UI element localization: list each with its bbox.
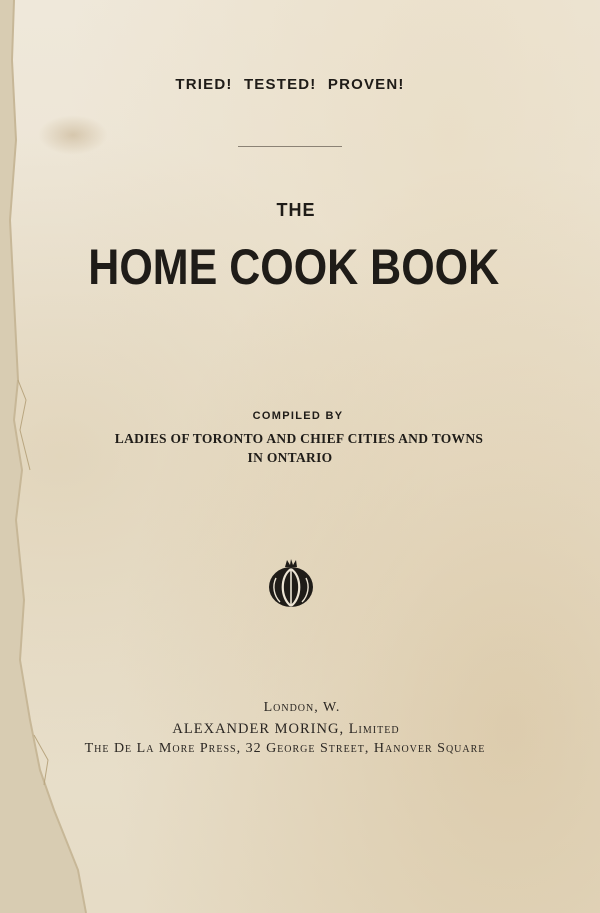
title-article: THE (276, 200, 316, 220)
compiled-by-label: COMPILED BY (252, 410, 344, 422)
imprint-city: London, W. (263, 700, 341, 715)
book-title: HOME COOK BOOK (88, 239, 500, 295)
paper-stain (38, 115, 108, 155)
imprint-press-address: The De La More Press, 32 George Street, Hanover Square (84, 741, 486, 756)
motto: TRIED! TESTED! PROVEN! (175, 76, 405, 93)
imprint-publisher: ALEXANDER MORING, Limited (172, 721, 400, 737)
divider-rule (238, 146, 342, 147)
compilers-line-1: LADIES OF TORONTO AND CHIEF CITIES AND TOWNS (114, 431, 484, 446)
pomegranate-ornament-icon (266, 558, 316, 610)
compilers-line-2: IN ONTARIO (247, 450, 333, 465)
